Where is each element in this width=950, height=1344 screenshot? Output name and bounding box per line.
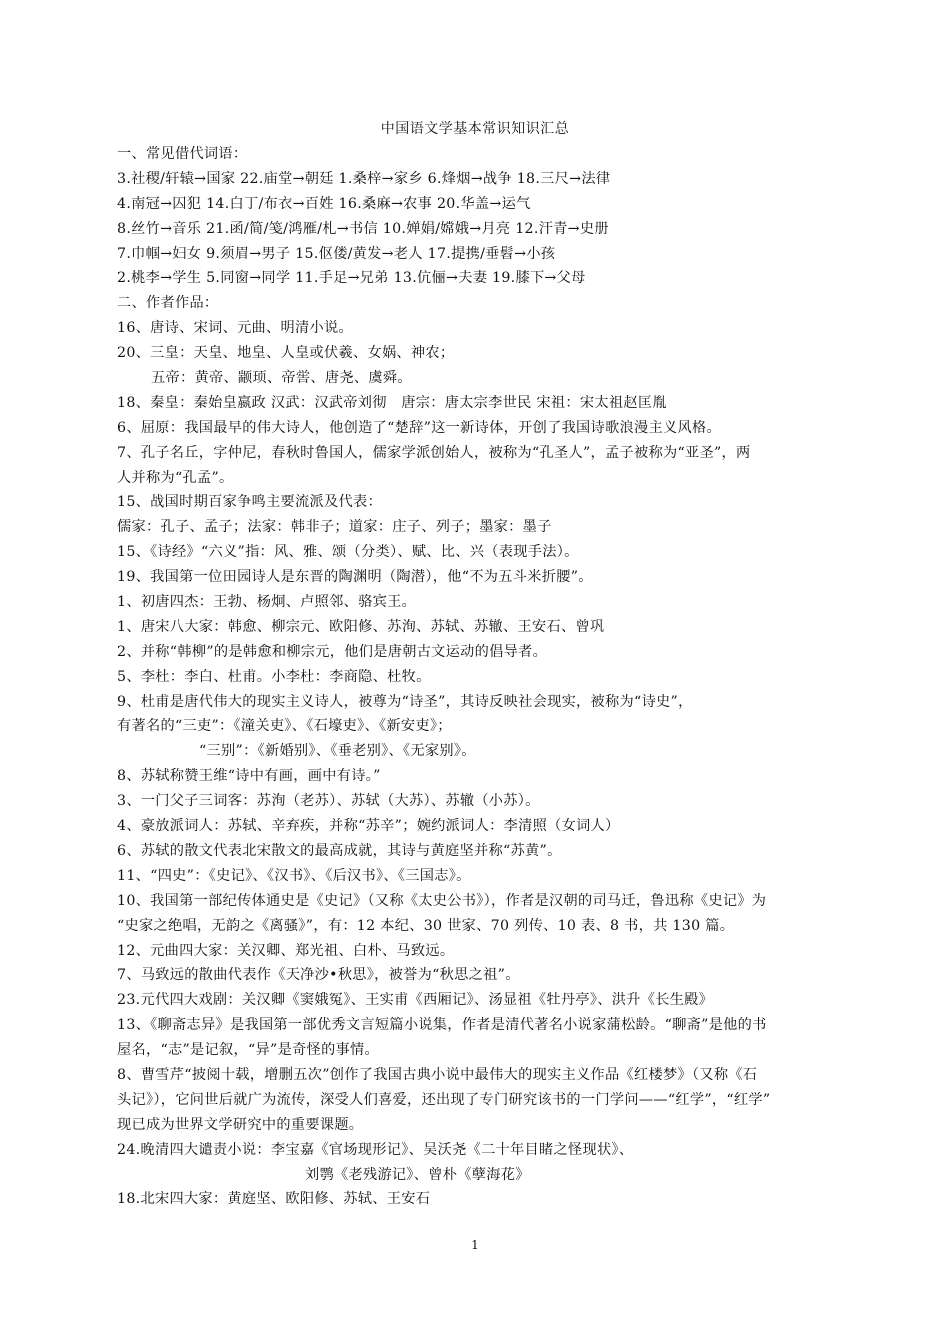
text-line: 有著名的“三吏”：《潼关吏》、《石壕吏》、《新安吏》； (117, 718, 452, 735)
text-line: 儒家：孔子、孟子；法家：韩非子；道家：庄子、列子；墨家：墨子 (117, 519, 552, 536)
text-line: 7、马致远的散曲代表作《天净沙•秋思》，被誉为“秋思之祖”。 (117, 967, 520, 984)
text-line: 7、孔子名丘，字仲尼，春秋时鲁国人，儒家学派创始人，被称为“孔圣人”，孟子被称为“亚圣”，两 (117, 444, 751, 461)
text-line: 7.巾帼→妇女 9.须眉→男子 15.伛偻/黄发→老人 17.提携/垂髫→小孩 (117, 245, 556, 262)
document-title: 中国语文学基本常识知识汇总 (380, 121, 570, 137)
text-line: 8、苏轼称赞王维“诗中有画，画中有诗。” (117, 768, 381, 785)
text-line: 头记》），它问世后就广为流传，深受人们喜爱，还出现了专门研究该书的一门学问——“红学”，“红学” (117, 1091, 771, 1108)
text-line: 10、我国第一部纪传体通史是《史记》（又称《太史公书》），作者是汉朝的司马迁，鲁迅称《史记》为 (117, 892, 767, 909)
text-line: 23.元代四大戏剧：关汉卿《窦娥冤》、王实甫《西厢记》、汤显祖《牡丹亭》、洪升《长生殿》 (117, 992, 714, 1009)
text-line: 24.晚清四大谴责小说：李宝嘉《官场现形记》、吴沃尧《二十年目睹之怪现状》、 (117, 1141, 634, 1158)
text-line: 6、屈原：我国最早的伟大诗人，他创造了“楚辞”这一新诗体，开创了我国诗歌浪漫主义风格。 (117, 419, 721, 436)
text-line: 2.桃李→学生 5.同窗→同学 11.手足→兄弟 13.伉俪→夫妻 19.膝下→父母 (117, 270, 586, 287)
text-line: 3.社稷/轩辕→国家 22.庙堂→朝廷 1.桑梓→家乡 6.烽烟→战争 18.三尺→法律 (117, 170, 611, 187)
text-line: 人并称为“孔孟”。 (117, 469, 234, 486)
text-line: 刘鹗《老残游记》、曾朴《孽海花》 (305, 1166, 530, 1183)
text-line: 5、李杜：李白、杜甫。小李杜：李商隐、杜牧。 (117, 668, 431, 685)
text-line: 1、唐宋八大家：韩愈、柳宗元、欧阳修、苏洵、苏轼、苏辙、王安石、曾巩 (117, 618, 605, 635)
text-line: 8.丝竹→音乐 21.函/简/笺/鸿雁/札→书信 10.婵娟/嫦娥→月亮 12.汗青→史册 (117, 220, 609, 237)
text-line: 12、元曲四大家：关汉卿、郑光祖、白朴、马致远。 (117, 942, 455, 959)
text-line: 6、苏轼的散文代表北宋散文的最高成就，其诗与黄庭坚并称“苏黄”。 (117, 842, 562, 859)
text-line: 18.北宋四大家：黄庭坚、欧阳修、苏轼、王安石 (117, 1191, 431, 1208)
text-line: 16、唐诗、宋词、元曲、明清小说。 (117, 320, 353, 337)
text-line: 15、《诗经》“六义”指：风、雅、颂（分类）、赋、比、兴（表现手法）。 (117, 544, 579, 561)
text-line: 一、常见借代词语： (117, 146, 248, 162)
text-line: 18、秦皇：秦始皇嬴政 汉武：汉武帝刘彻 唐宗：唐太宗李世民 宋祖：宋太祖赵匡胤 (117, 394, 667, 411)
text-line: 9、杜甫是唐代伟大的现实主义诗人，被尊为“诗圣”，其诗反映社会现实，被称为“诗史”， (117, 693, 693, 710)
text-line: 15、战国时期百家争鸣主要流派及代表： (117, 494, 382, 511)
text-line: 1、初唐四杰：王勃、杨炯、卢照邻、骆宾王。 (117, 594, 417, 611)
page-number: 1 (471, 1238, 479, 1252)
text-line: “三别”：《新婚别》、《垂老别》、《无家别》。 (199, 743, 476, 760)
text-line: 11、“四史”：《史记》、《汉书》、《后汉书》、《三国志》。 (117, 867, 471, 884)
text-line: 4、豪放派词人：苏轼、辛弃疾，并称“苏辛”；婉约派词人：李清照（女词人） (117, 818, 620, 835)
text-line: 2、并称“韩柳”的是韩愈和柳宗元，他们是唐朝古文运动的倡导者。 (117, 643, 548, 660)
text-line: 8、曹雪芹“披阅十载，增删五次”创作了我国古典小说中最伟大的现实主义作品《红楼梦》（又称《石 (117, 1066, 758, 1083)
text-line: 20、三皇：天皇、地皇、人皇或伏羲、女娲、神农； (117, 345, 455, 362)
text-line: 二、作者作品： (117, 295, 219, 312)
text-line: “史家之绝唱，无韵之《离骚》”，有：12 本纪、30 世家、70 列传、10 表、8 书，共 130 篇。 (117, 917, 735, 934)
text-line: 19、我国第一位田园诗人是东晋的陶渊明（陶潜），他“不为五斗米折腰”。 (117, 569, 593, 586)
text-line: 3、一门父子三词客：苏洵（老苏）、苏轼（大苏）、苏辙（小苏）。 (117, 793, 540, 810)
document-body (117, 142, 917, 1212)
text-line: 五帝：黄帝、颛顼、帝喾、唐尧、虞舜。 (151, 370, 412, 387)
text-line: 屋名，“志”是记叙，“异”是奇怪的事情。 (117, 1042, 380, 1059)
text-line: 4.南冠→囚犯 14.白丁/布衣→百姓 16.桑麻→农事 20.华盖→运气 (117, 195, 531, 212)
text-line: 13、《聊斋志异》是我国第一部优秀文言短篇小说集，作者是清代著名小说家蒲松龄。“聊斋”是他的书 (117, 1017, 767, 1034)
text-line: 现已成为世界文学研究中的重要课题。 (117, 1116, 364, 1133)
